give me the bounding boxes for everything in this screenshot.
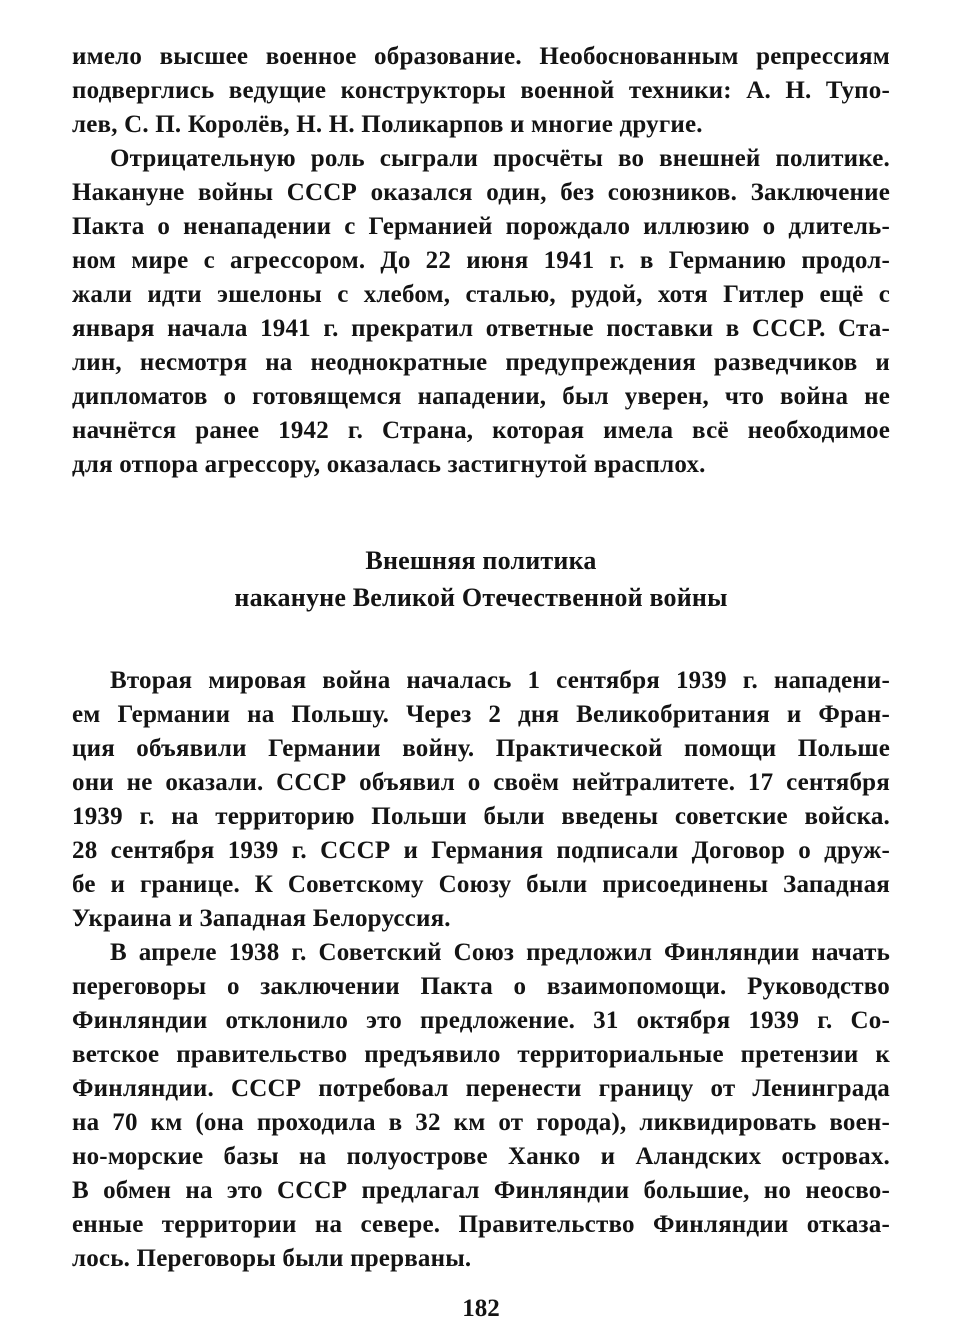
paragraph [72,664,890,936]
text-line: В апреле 1938 г. Советский Союз предложил Финляндии начать [110,939,890,966]
text-line: но-морские базы на полуострове Ханко и Аландских островах. [72,1143,890,1170]
text-line: Финляндии. СССР потребовал перенести границу от Ленинграда [72,1075,890,1102]
text-line: ция объявили Германии войну. Практической помощи Польше [72,735,890,762]
section-heading [72,542,890,616]
text-line: дипломатов о готовящемся нападении, был уверен, что война не [72,383,890,410]
text-line: начнётся ранее 1942 г. Страна, которая имела всё необходимое [72,417,890,444]
text-line: ном мире с агрессором. До 22 июня 1941 г. в Германию продол- [72,247,890,274]
page-content [72,40,890,1276]
text-line: Накануне войны СССР оказался один, без союзников. Заключение [72,179,890,206]
paragraph [72,142,890,482]
text-line: Отрицательную роль сыграли просчёты во внешней политике. [110,145,890,172]
text-line: Пакта о ненападении с Германией порождало иллюзию о длитель- [72,213,890,240]
text-line: на 70 км (она проходила в 32 км от города), ликвидировать воен- [72,1109,890,1136]
text-line: лось. Переговоры были прерваны. [72,1245,472,1272]
text-line: ветское правительство предъявило территориальные претензии к [72,1041,890,1068]
text-line: имело высшее военное образование. Необоснованным репрессиям [72,43,890,70]
heading-line: Внешняя политика [365,546,597,575]
text-line: лев, С. П. Королёв, Н. Н. Поликарпов и многие другие. [72,111,703,138]
text-line: января начала 1941 г. прекратил ответные поставки в СССР. Ста- [72,315,890,342]
text-line: Украина и Западная Белоруссия. [72,905,451,932]
text-line: Финляндии отклонило это предложение. 31 октября 1939 г. Со- [72,1007,890,1034]
paragraph [72,40,890,142]
text-line: лин, несмотря на неоднократные предупреждения разведчиков и [72,349,890,376]
text-line: бе и границе. К Советскому Союзу были присоединены Западная [72,871,890,898]
text-line: они не оказали. СССР объявил о своём нейтралитете. 17 сентября [72,769,890,796]
text-line: подверглись ведущие конструкторы военной техники: А. Н. Тупо- [72,77,890,104]
text-line: Вторая мировая война началась 1 сентября 1939 г. нападени- [110,667,890,694]
text-line: жали идти эшелоны с хлебом, сталью, рудой, хотя Гитлер ещё с [72,281,890,308]
text-line: енные территории на севере. Правительство Финляндии отказа- [72,1211,890,1238]
page-number: 182 [462,1295,500,1322]
text-line: для отпора агрессору, оказалась застигнутой врасплох. [72,451,706,478]
text-line: переговоры о заключении Пакта о взаимопомощи. Руководство [72,973,890,1000]
heading-line: накануне Великой Отечественной войны [234,583,728,612]
text-line: 28 сентября 1939 г. СССР и Германия подписали Договор о друж- [72,837,890,864]
paragraph [72,936,890,1276]
text-line: 1939 г. на территорию Польши были введены советские войска. [72,803,890,830]
text-line: В обмен на это СССР предлагал Финляндии большие, но неосво- [72,1177,890,1204]
text-line: ем Германии на Польшу. Через 2 дня Великобритания и Фран- [72,701,890,728]
